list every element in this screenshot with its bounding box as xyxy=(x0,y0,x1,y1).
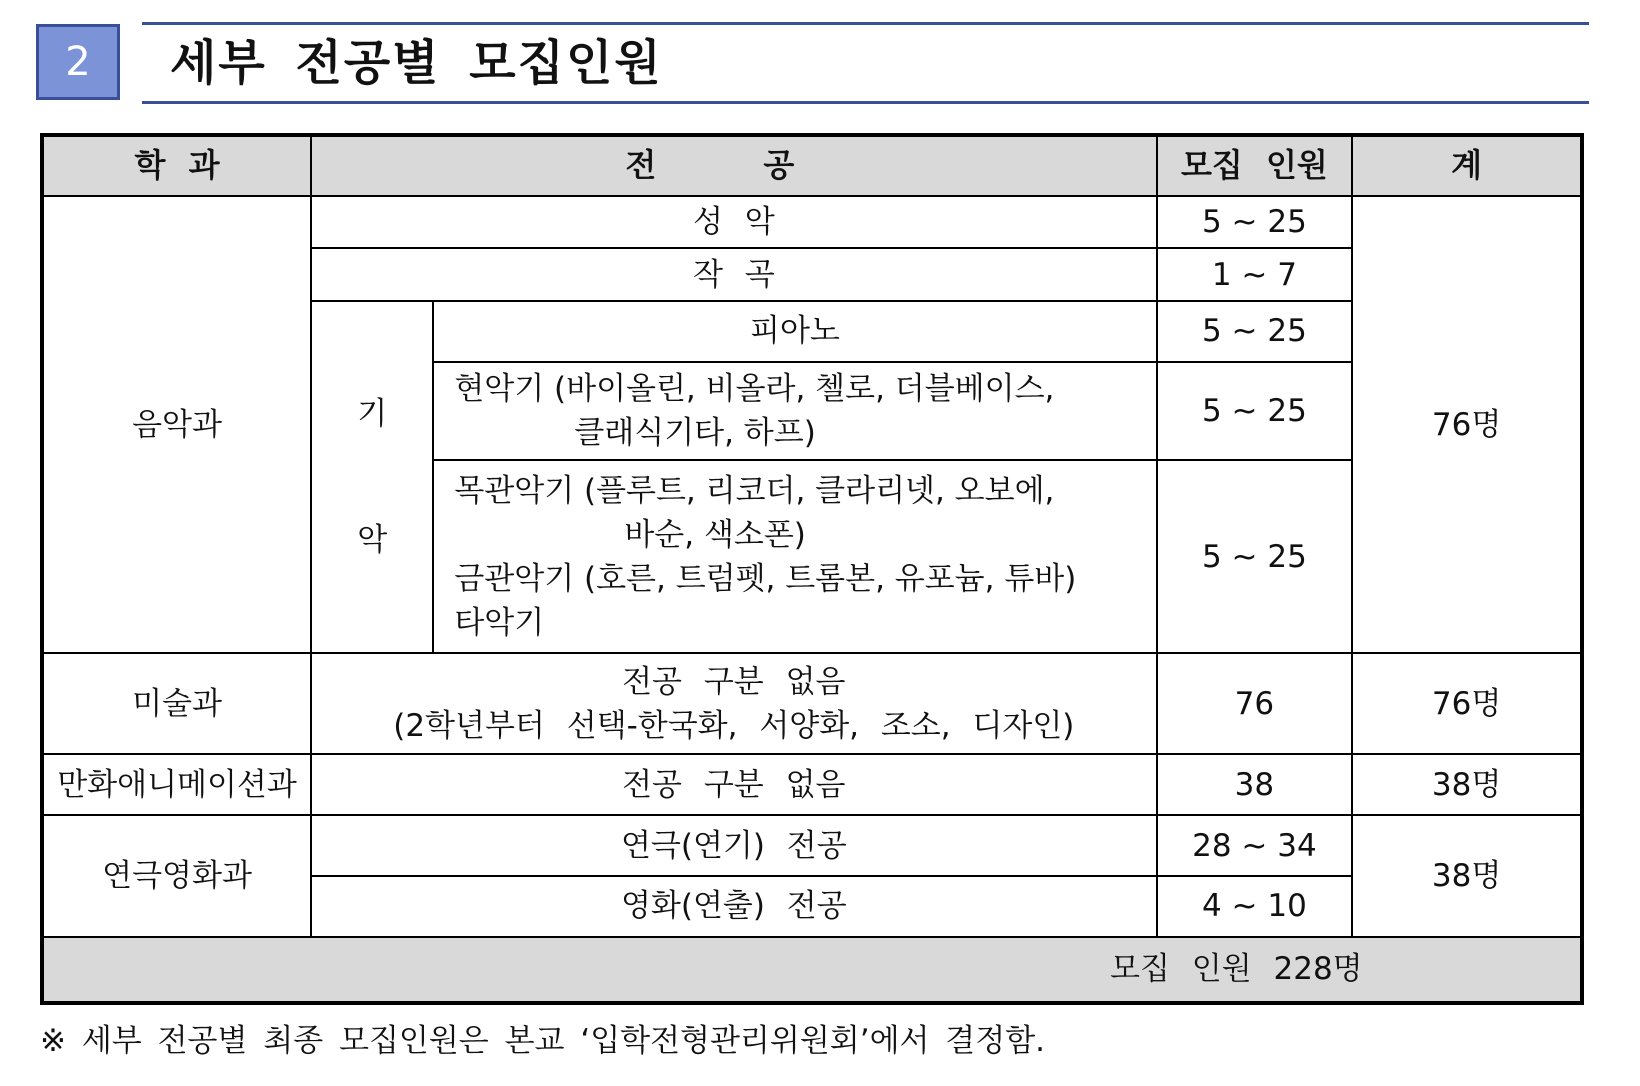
table-row xyxy=(42,653,1582,754)
composition-major: 작 곡 xyxy=(311,248,1157,300)
header-quota: 모집 인원 xyxy=(1157,135,1353,196)
art-major-line2: (2학년부터 선택-한국화, 서양화, 조소, 디자인) xyxy=(393,707,1075,744)
film-quota: 4 ~ 10 xyxy=(1157,876,1353,937)
film-major: 영화(연출) 전공 xyxy=(311,876,1157,937)
animation-major: 전공 구분 없음 xyxy=(311,754,1157,815)
art-major-line1: 전공 구분 없음 xyxy=(622,663,846,700)
instrument-label-top: 기 xyxy=(357,396,388,433)
strings-line2: 클래식기타, 하프) xyxy=(574,415,816,452)
acting-major: 연극(연기) 전공 xyxy=(311,815,1157,876)
art-quota: 76 xyxy=(1157,653,1353,754)
animation-total: 38명 xyxy=(1352,754,1582,815)
section-number-badge: 2 xyxy=(36,24,120,100)
art-department: 미술과 xyxy=(42,653,311,754)
footnote: ※ 세부 전공별 최종 모집인원은 본교 ‘입학전형관리위원회’에서 결정함. xyxy=(40,1023,1046,1059)
acting-quota: 28 ~ 34 xyxy=(1157,815,1353,876)
winds-quota: 5 ~ 25 xyxy=(1157,460,1353,653)
piano-major: 피아노 xyxy=(433,301,1156,362)
strings-major xyxy=(433,362,1156,461)
table-row xyxy=(42,754,1582,815)
art-major xyxy=(311,653,1157,754)
vocal-quota: 5 ~ 25 xyxy=(1157,196,1353,248)
table-row xyxy=(42,815,1582,876)
theater-total: 38명 xyxy=(1352,815,1582,937)
instrument-label-bottom: 악 xyxy=(357,522,388,559)
instrument-label xyxy=(311,301,433,654)
vocal-major: 성 악 xyxy=(311,196,1157,248)
section-title-bar xyxy=(142,22,1589,104)
piano-quota: 5 ~ 25 xyxy=(1157,301,1353,362)
header-department: 학 과 xyxy=(42,135,311,196)
section-title: 세부 전공별 모집인원 xyxy=(170,35,663,91)
section-header xyxy=(36,22,1589,106)
winds-line2: 바순, 색소폰) xyxy=(624,516,806,553)
art-total: 76명 xyxy=(1352,653,1582,754)
grand-total-label: 모집 인원 228명 xyxy=(1110,951,1363,988)
animation-department: 만화애니메이션과 xyxy=(42,754,311,815)
strings-line1: 현악기 (바이올린, 비올라, 첼로, 더블베이스, xyxy=(454,371,1055,407)
winds-line1: 목관악기 (플루트, 리코더, 클라리넷, 오보에, xyxy=(454,472,1055,509)
winds-line3: 금관악기 (호른, 트럼펫, 트롬본, 유포늄, 튜바) xyxy=(454,560,1077,597)
music-department: 음악과 xyxy=(42,196,311,654)
composition-quota: 1 ~ 7 xyxy=(1157,248,1353,300)
winds-line4: 타악기 xyxy=(454,604,545,641)
table-row xyxy=(42,196,1582,248)
header-total: 계 xyxy=(1352,135,1582,196)
music-total: 76명 xyxy=(1352,196,1582,654)
strings-quota: 5 ~ 25 xyxy=(1157,362,1353,461)
grand-total-row xyxy=(42,937,1582,1003)
winds-major xyxy=(433,460,1156,653)
grand-total-cell xyxy=(42,937,1582,1003)
header-major: 전 공 xyxy=(311,135,1157,196)
table-header-row xyxy=(42,135,1582,196)
admission-quota-table xyxy=(40,133,1584,1005)
theater-department: 연극영화과 xyxy=(42,815,311,937)
animation-quota: 38 xyxy=(1157,754,1353,815)
